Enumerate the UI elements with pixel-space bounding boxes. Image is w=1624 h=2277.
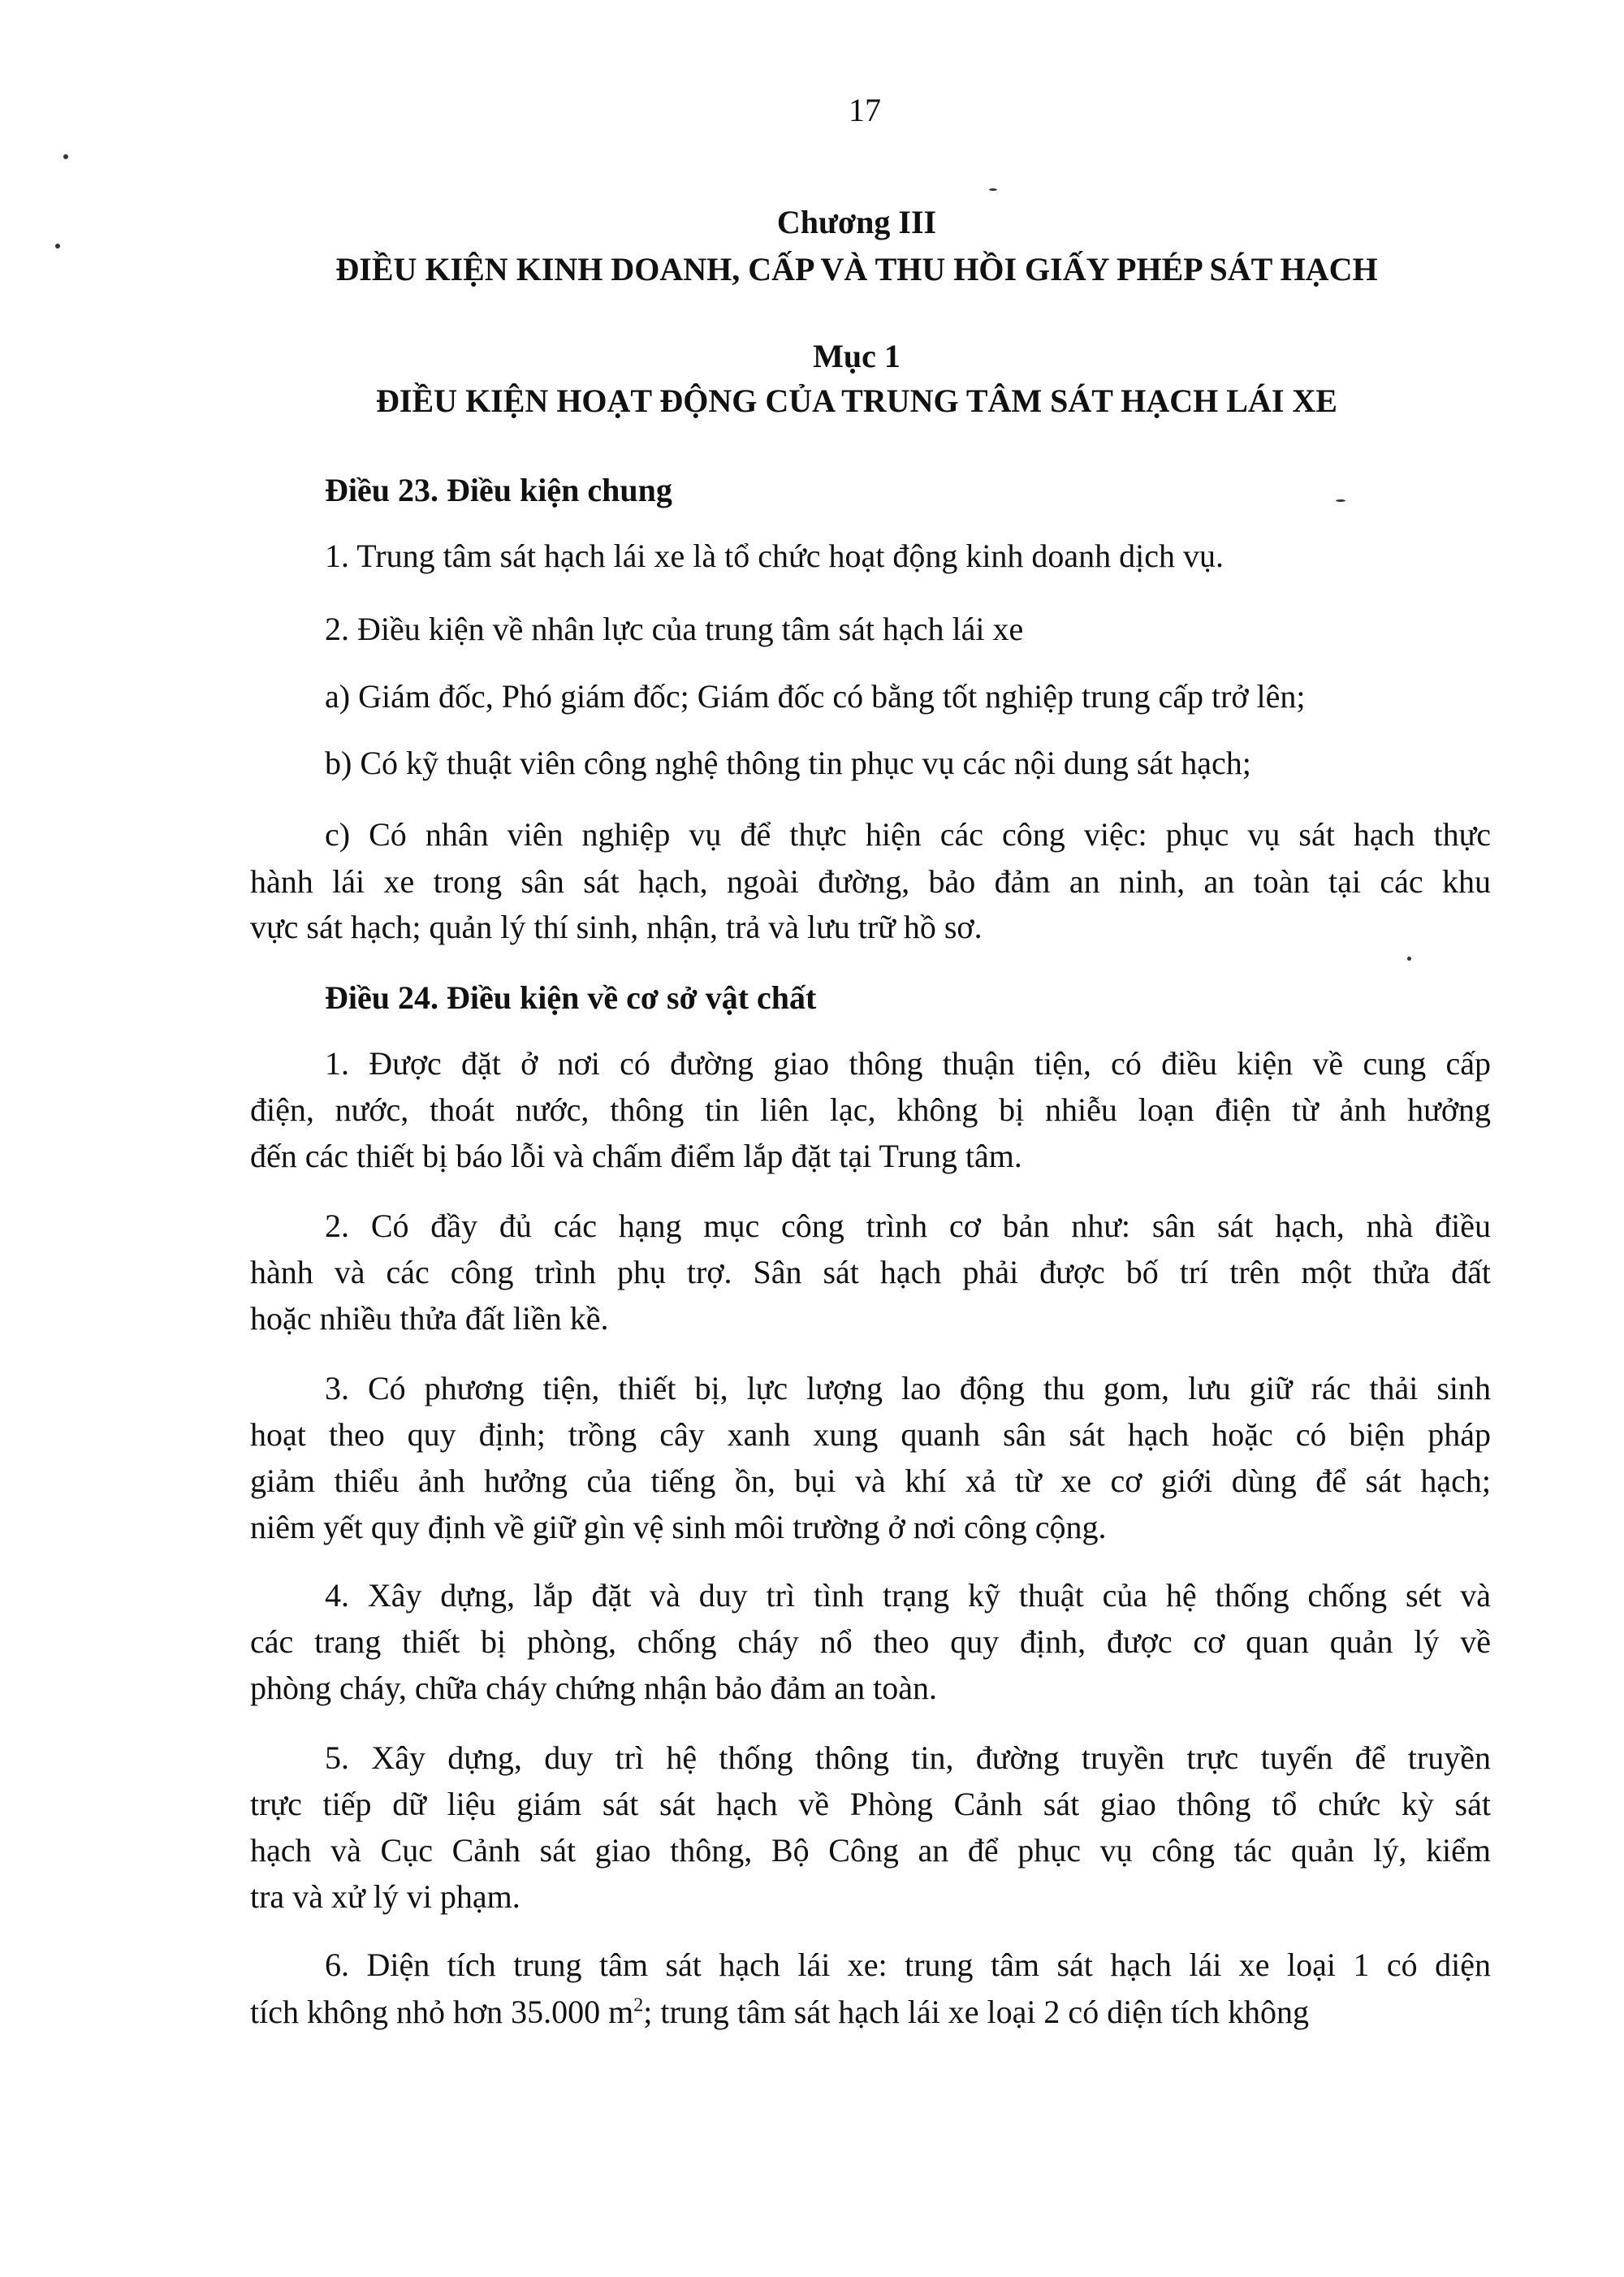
article-23-point-c: c) Có nhân viên nghiệp vụ để thực hiện các công việc: phục vụ sát hạch thực	[325, 816, 1491, 853]
section-title: ĐIỀU KIỆN HOẠT ĐỘNG CỦA TRUNG TÂM SÁT HẠCH LÁI XE	[376, 382, 1337, 419]
article-24-clause-2-line-2: hành và các công trình phụ trợ. Sân sát hạch phải được bố trí trên một thửa đất	[250, 1254, 1491, 1290]
article-24-clause-3-line-2: hoạt theo quy định; trồng cây xanh xung quanh sân sát hạch hoặc có biện pháp	[250, 1416, 1491, 1453]
article-23-clause-1: 1. Trung tâm sát hạch lái xe là tổ chức hoạt động kinh doanh dịch vụ.	[325, 538, 1224, 574]
scan-speck	[55, 244, 60, 248]
article-23-point-c-line-2: hành lái xe trong sân sát hạch, ngoài đường, bảo đảm an ninh, an toàn tại các khu	[250, 863, 1491, 900]
page-number: 17	[849, 92, 881, 128]
article-24-clause-4-line-3: phòng cháy, chữa cháy chứng nhận bảo đảm an toàn.	[250, 1670, 938, 1706]
article-23-heading: Điều 23. Điều kiện chung	[325, 472, 672, 508]
section-label: Mục 1	[813, 338, 901, 374]
area-superscript: 2	[633, 1994, 644, 2016]
article-24-clause-4: 4. Xây dựng, lắp đặt và duy trì tình trạng kỹ thuật của hệ thống chống sét và	[325, 1577, 1491, 1614]
scan-speck	[63, 154, 68, 159]
article-24-clause-4-line-2: các trang thiết bị phòng, chống cháy nổ theo quy định, được cơ quan quản lý về	[250, 1623, 1491, 1660]
chapter-label: Chương III	[776, 204, 937, 240]
article-24-clause-5: 5. Xây dựng, duy trì hệ thống thông tin, đường truyền trực tuyến để truyền	[325, 1739, 1491, 1776]
article-24-clause-1-line-2: điện, nước, thoát nước, thông tin liên lạc, không bị nhiễu loạn điện từ ảnh hưởng	[250, 1091, 1491, 1128]
chapter-title: ĐIỀU KIỆN KINH DOANH, CẤP VÀ THU HỒI GIẤY PHÉP SÁT HẠCH	[335, 251, 1378, 287]
article-24-clause-5-line-4: tra và xử lý vi phạm.	[250, 1878, 520, 1915]
article-24-clause-5-line-2: trực tiếp dữ liệu giám sát sát hạch về Phòng Cảnh sát giao thông tổ chức kỳ sát	[250, 1786, 1491, 1822]
article-23-point-a: a) Giám đốc, Phó giám đốc; Giám đốc có bằng tốt nghiệp trung cấp trở lên;	[325, 678, 1306, 715]
article-24-clause-3-line-4: niêm yết quy định về giữ gìn vệ sinh môi trường ở nơi công cộng.	[250, 1509, 1107, 1545]
article-24-clause-3: 3. Có phương tiện, thiết bị, lực lượng lao động thu gom, lưu giữ rác thải sinh	[325, 1370, 1491, 1406]
article-24-clause-2: 2. Có đầy đủ các hạng mục công trình cơ bản như: sân sát hạch, nhà điều	[325, 1208, 1491, 1244]
article-24-clause-1-line-3: đến các thiết bị báo lỗi và chấm điểm lắp đặt tại Trung tâm.	[250, 1138, 1022, 1174]
scan-speck	[1336, 499, 1345, 502]
article-24-heading: Điều 24. Điều kiện về cơ sở vật chất	[325, 979, 817, 1016]
article-24-clause-1: 1. Được đặt ở nơi có đường giao thông thuận tiện, có điều kiện về cung cấp	[325, 1045, 1491, 1082]
article-24-clause-6-line-2	[250, 1996, 1309, 2029]
area-text: tích không nhỏ hơn 35.000 m	[250, 1994, 634, 2030]
area-text-continued: ; trung tâm sát hạch lái xe loại 2 có diện tích không	[643, 1994, 1310, 2030]
article-24-clause-3-line-3: giảm thiểu ảnh hưởng của tiếng ồn, bụi và khí xả từ xe cơ giới dùng để sát hạch;	[250, 1463, 1491, 1499]
article-24-clause-5-line-3: hạch và Cục Cảnh sát giao thông, Bộ Công an để phục vụ công tác quản lý, kiểm	[250, 1832, 1491, 1869]
scan-speck	[1407, 957, 1411, 961]
article-23-clause-2: 2. Điều kiện về nhân lực của trung tâm sát hạch lái xe	[325, 611, 1024, 647]
article-23-point-b: b) Có kỹ thuật viên công nghệ thông tin phục vụ các nội dung sát hạch;	[325, 745, 1251, 781]
scan-speck	[989, 188, 997, 191]
article-24-clause-2-line-3: hoặc nhiều thửa đất liền kề.	[250, 1300, 609, 1337]
article-23-point-c-line-3: vực sát hạch; quản lý thí sinh, nhận, trả và lưu trữ hồ sơ.	[250, 909, 983, 945]
article-24-clause-6: 6. Diện tích trung tâm sát hạch lái xe: trung tâm sát hạch lái xe loại 1 có diện	[325, 1946, 1491, 1983]
